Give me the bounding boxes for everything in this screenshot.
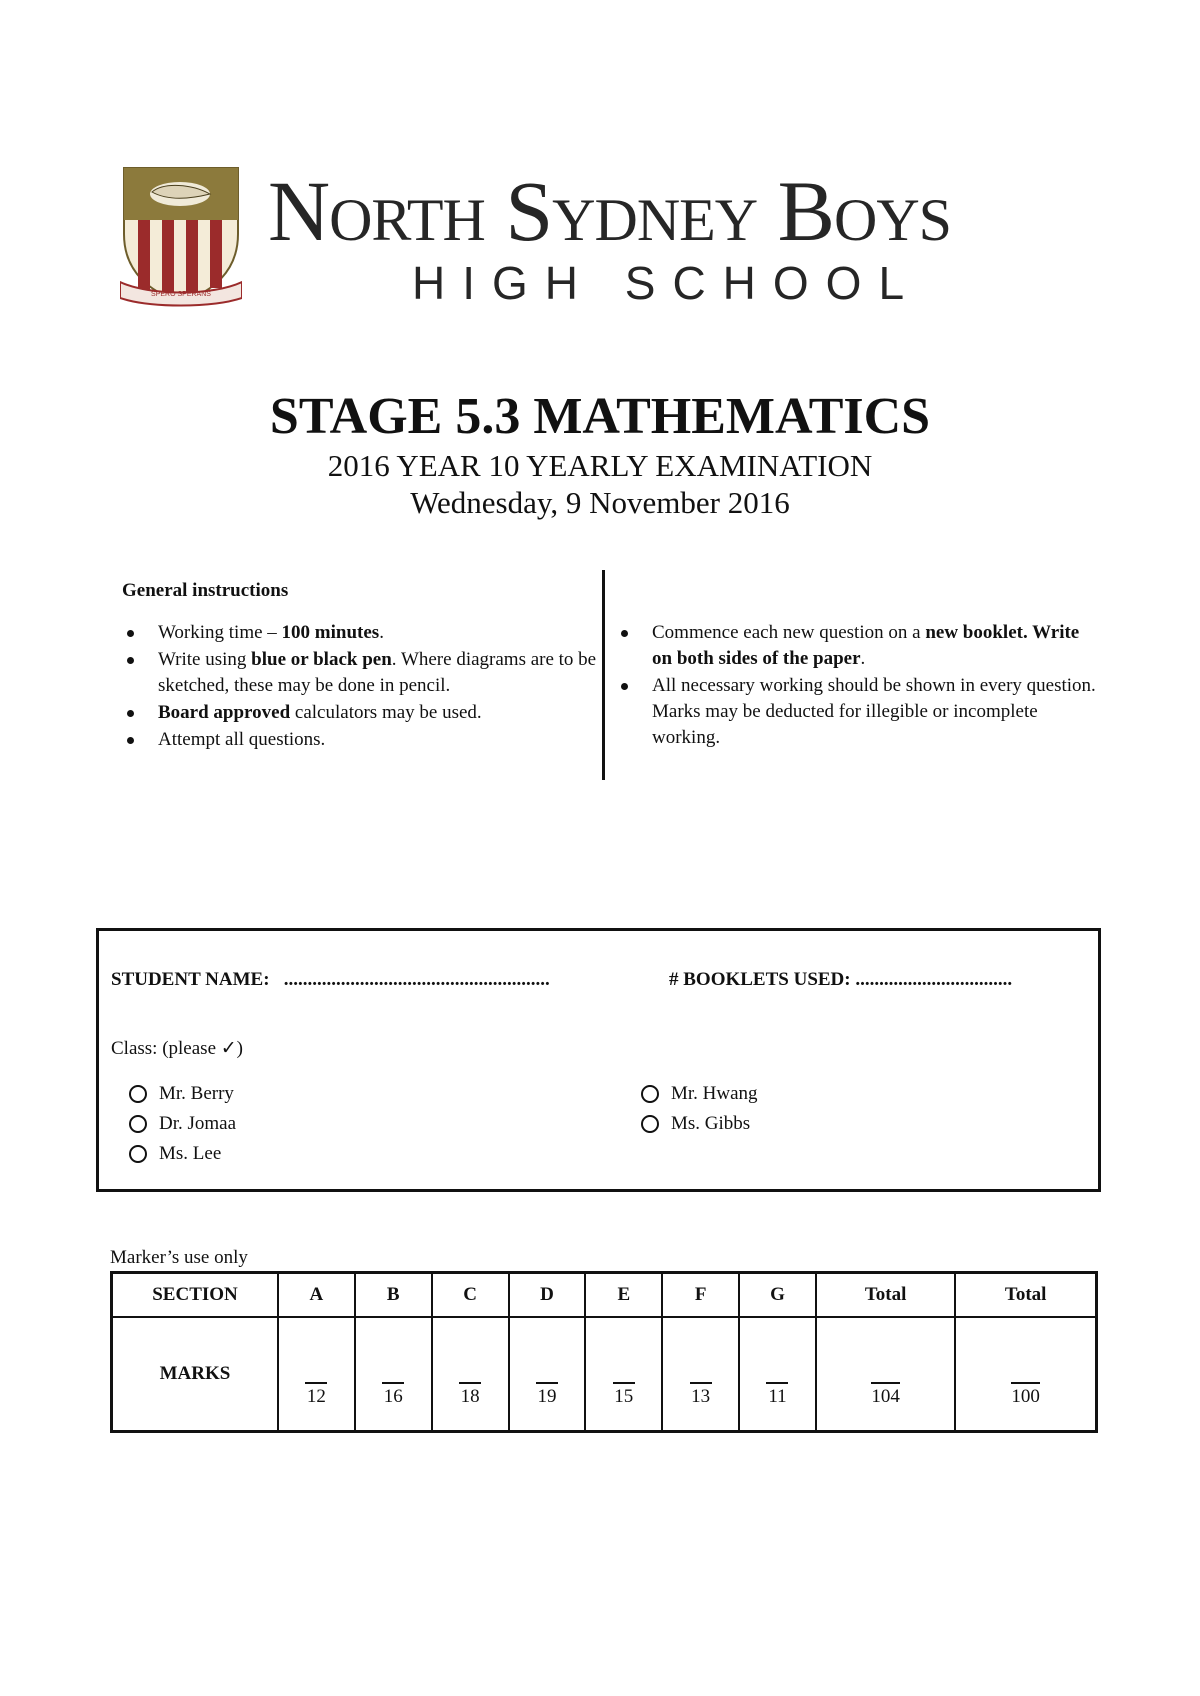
max-mark: 15 <box>613 1382 635 1408</box>
section-header: SECTION <box>112 1273 279 1318</box>
booklets-used-field[interactable]: # BOOKLETS USED: ................................. <box>669 969 1013 990</box>
marks-row-header: MARKS <box>112 1317 279 1432</box>
exam-subtitle: 2016 YEAR 10 YEARLY EXAMINATION <box>327 448 873 483</box>
mark-cell[interactable] <box>509 1317 586 1432</box>
column-header: B <box>355 1273 432 1318</box>
column-header: D <box>509 1273 586 1318</box>
exam-date: Wednesday, 9 November 2016 <box>410 485 790 520</box>
table-header-row <box>112 1273 1097 1318</box>
teacher-option-hwang[interactable]: Mr. Hwang <box>641 1079 758 1109</box>
student-name-field[interactable]: STUDENT NAME: ........................................................ <box>111 969 550 990</box>
svg-text:SPERO SPERANS: SPERO SPERANS <box>151 291 211 298</box>
marks-table <box>110 1271 1098 1433</box>
teacher-option-berry[interactable]: Mr. Berry <box>129 1079 236 1109</box>
mark-cell[interactable] <box>355 1317 432 1432</box>
teacher-options-right <box>641 1079 758 1139</box>
mark-cell[interactable] <box>739 1317 816 1432</box>
instructions-divider <box>602 570 605 780</box>
mark-cell[interactable] <box>278 1317 355 1432</box>
teacher-option-gibbs[interactable]: Ms. Gibbs <box>641 1109 758 1139</box>
instruction-item: Commence each new question on a new booklet. Write on both sides of the paper. <box>616 620 1096 672</box>
max-mark: 16 <box>382 1382 404 1408</box>
instruction-item: Working time – 100 minutes. <box>122 620 598 646</box>
radio-circle-icon[interactable] <box>129 1115 147 1133</box>
instruction-item: Write using blue or black pen. Where diagrams are to be sketched, these may be done in pencil. <box>122 647 598 699</box>
mark-cell[interactable] <box>585 1317 662 1432</box>
teacher-option-jomaa[interactable]: Dr. Jomaa <box>129 1109 236 1139</box>
max-mark: 12 <box>305 1382 327 1408</box>
school-name: North Sydney Boys <box>268 163 952 259</box>
column-header: Total <box>955 1273 1096 1318</box>
max-mark: 13 <box>690 1382 712 1408</box>
instructions-left-list <box>122 620 598 754</box>
instruction-item: Board approved calculators may be used. <box>122 700 598 726</box>
max-mark: 18 <box>459 1382 481 1408</box>
mark-cell[interactable] <box>816 1317 955 1432</box>
radio-circle-icon[interactable] <box>129 1145 147 1163</box>
radio-circle-icon[interactable] <box>129 1085 147 1103</box>
max-mark: 100 <box>1011 1382 1040 1408</box>
instructions-right-list <box>616 620 1096 752</box>
exam-title: STAGE 5.3 MATHEMATICS <box>269 388 931 445</box>
class-label: Class: (please ✓) <box>111 1038 243 1059</box>
radio-circle-icon[interactable] <box>641 1115 659 1133</box>
radio-circle-icon[interactable] <box>641 1085 659 1103</box>
school-crest-icon <box>120 164 242 308</box>
table-row <box>112 1317 1097 1432</box>
mark-cell[interactable] <box>432 1317 509 1432</box>
student-details-box <box>96 928 1101 1192</box>
teacher-options-left <box>129 1079 236 1169</box>
max-mark: 11 <box>766 1382 788 1408</box>
column-header: F <box>662 1273 739 1318</box>
column-header: Total <box>816 1273 955 1318</box>
instructions-heading: General instructions <box>122 580 289 601</box>
max-mark: 104 <box>871 1382 900 1408</box>
column-header: C <box>432 1273 509 1318</box>
column-header: E <box>585 1273 662 1318</box>
school-subtitle: HIGH SCHOOL <box>412 257 922 309</box>
mark-cell[interactable] <box>955 1317 1096 1432</box>
teacher-option-lee[interactable]: Ms. Lee <box>129 1139 236 1169</box>
marker-use-label: Marker’s use only <box>110 1247 248 1268</box>
instruction-item: All necessary working should be shown in every question. Marks may be deducted for illegible or incomplete working. <box>616 673 1096 751</box>
column-header: G <box>739 1273 816 1318</box>
column-header: A <box>278 1273 355 1318</box>
max-mark: 19 <box>536 1382 558 1408</box>
instruction-item: Attempt all questions. <box>122 727 598 753</box>
mark-cell[interactable] <box>662 1317 739 1432</box>
